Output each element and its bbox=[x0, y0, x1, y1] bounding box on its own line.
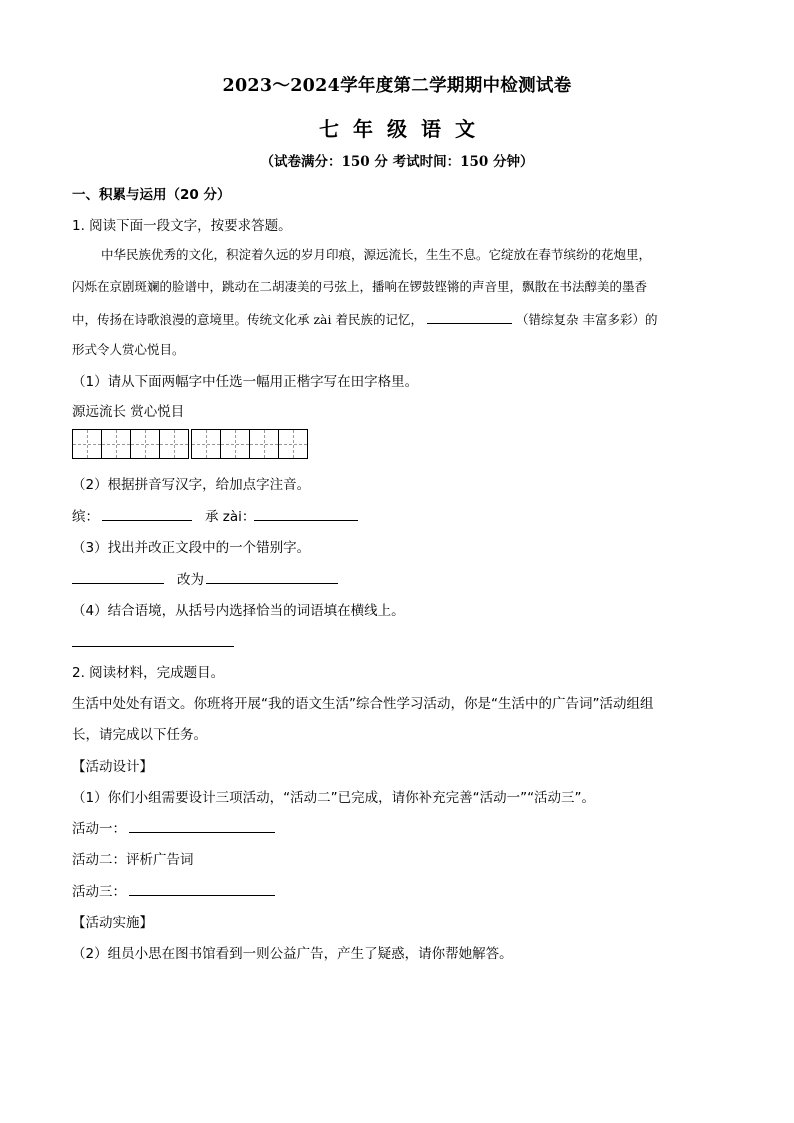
section-heading: 一、积累与运用（20 分） bbox=[72, 187, 231, 203]
tianzige-cell[interactable] bbox=[130, 429, 160, 459]
q1-sub1-words: 源远流长 赏心悦目 bbox=[72, 404, 185, 420]
tianzige-cell[interactable] bbox=[159, 429, 189, 459]
exam-title: 2023～2024学年度第二学期期中检测试卷 bbox=[222, 76, 572, 96]
tianzige-cell[interactable] bbox=[191, 429, 221, 459]
activity-3-label: 活动三： bbox=[72, 884, 126, 900]
answer-line-zai[interactable] bbox=[254, 520, 358, 521]
q2-intro-line-2: 长，请完成以下任务。 bbox=[72, 727, 207, 743]
q2-sub1-label: （1）你们小组需要设计三项活动，“活动二”已完成，请你补充完善“活动一”“活动三”。 bbox=[72, 790, 596, 806]
q1-sub4-label: （4）结合语境，从括号内选择恰当的词语填在横线上。 bbox=[72, 603, 405, 619]
passage-line-4: 形式令人赏心悦目。 bbox=[72, 342, 185, 357]
passage-blank[interactable] bbox=[427, 309, 512, 324]
question-2-stem: 2. 阅读材料，完成题目。 bbox=[72, 665, 225, 681]
activity-2-label: 活动二：评析广告词 bbox=[72, 852, 194, 868]
tianzige-grid bbox=[72, 429, 308, 459]
q1-sub3-change: 改为 bbox=[177, 572, 204, 588]
exam-meta: （试卷满分：150 分 考试时间：150 分钟） bbox=[260, 154, 534, 170]
exam-subtitle: 七年级语文 bbox=[319, 117, 489, 141]
activity-design-heading: 【活动设计】 bbox=[72, 759, 153, 775]
q1-sub3-label: （3）找出并改正文段中的一个错别字。 bbox=[72, 540, 311, 556]
q1-sub2-item1: 缤： bbox=[72, 509, 99, 525]
answer-line-activity-1[interactable] bbox=[129, 832, 275, 833]
passage-line-2: 闪烁在京剧斑斓的脸谱中，跳动在二胡凄美的弓弦上，播响在锣鼓铿锵的声音里，飘散在书法醇美的墨香 bbox=[72, 279, 648, 294]
activity-implement-heading: 【活动实施】 bbox=[72, 915, 153, 931]
passage-line-1: 中华民族优秀的文化，积淀着久远的岁月印痕，源远流长，生生不息。它绽放在春节缤纷的花炮里， bbox=[101, 247, 652, 262]
answer-line-correct-char[interactable] bbox=[206, 583, 338, 584]
tianzige-cell[interactable] bbox=[249, 429, 279, 459]
answer-line-word-choice[interactable] bbox=[72, 646, 234, 647]
q2-intro-line-1: 生活中处处有语文。你班将开展“我的语文生活”综合性学习活动，你是“生活中的广告词”活动组组 bbox=[72, 696, 654, 712]
question-1-stem: 1. 阅读下面一段文字，按要求答题。 bbox=[72, 218, 292, 234]
answer-line-wrong-char[interactable] bbox=[72, 583, 164, 584]
q1-sub2-label: （2）根据拼音写汉字，给加点字注音。 bbox=[72, 477, 311, 493]
q1-sub1-label: （1）请从下面两幅字中任选一幅用正楷字写在田字格里。 bbox=[72, 374, 419, 390]
tianzige-cell[interactable] bbox=[72, 429, 102, 459]
answer-line-bin[interactable] bbox=[102, 520, 192, 521]
q2-sub2-label: （2）组员小思在图书馆看到一则公益广告，产生了疑惑，请你帮她解答。 bbox=[72, 946, 513, 962]
tianzige-cell[interactable] bbox=[101, 429, 131, 459]
passage-line-3-end: （错综复杂 丰富多彩）的 bbox=[515, 312, 658, 327]
answer-line-activity-3[interactable] bbox=[129, 895, 275, 896]
activity-1-label: 活动一： bbox=[72, 821, 126, 837]
q1-sub2-item2: 承 zài： bbox=[205, 509, 256, 525]
tianzige-cell[interactable] bbox=[220, 429, 250, 459]
passage-line-3 bbox=[72, 309, 657, 328]
passage-line-3-start: 中，传扬在诗歌浪漫的意境里。传统文化承 zài 着民族的记忆， bbox=[72, 312, 423, 327]
tianzige-cell[interactable] bbox=[278, 429, 308, 459]
